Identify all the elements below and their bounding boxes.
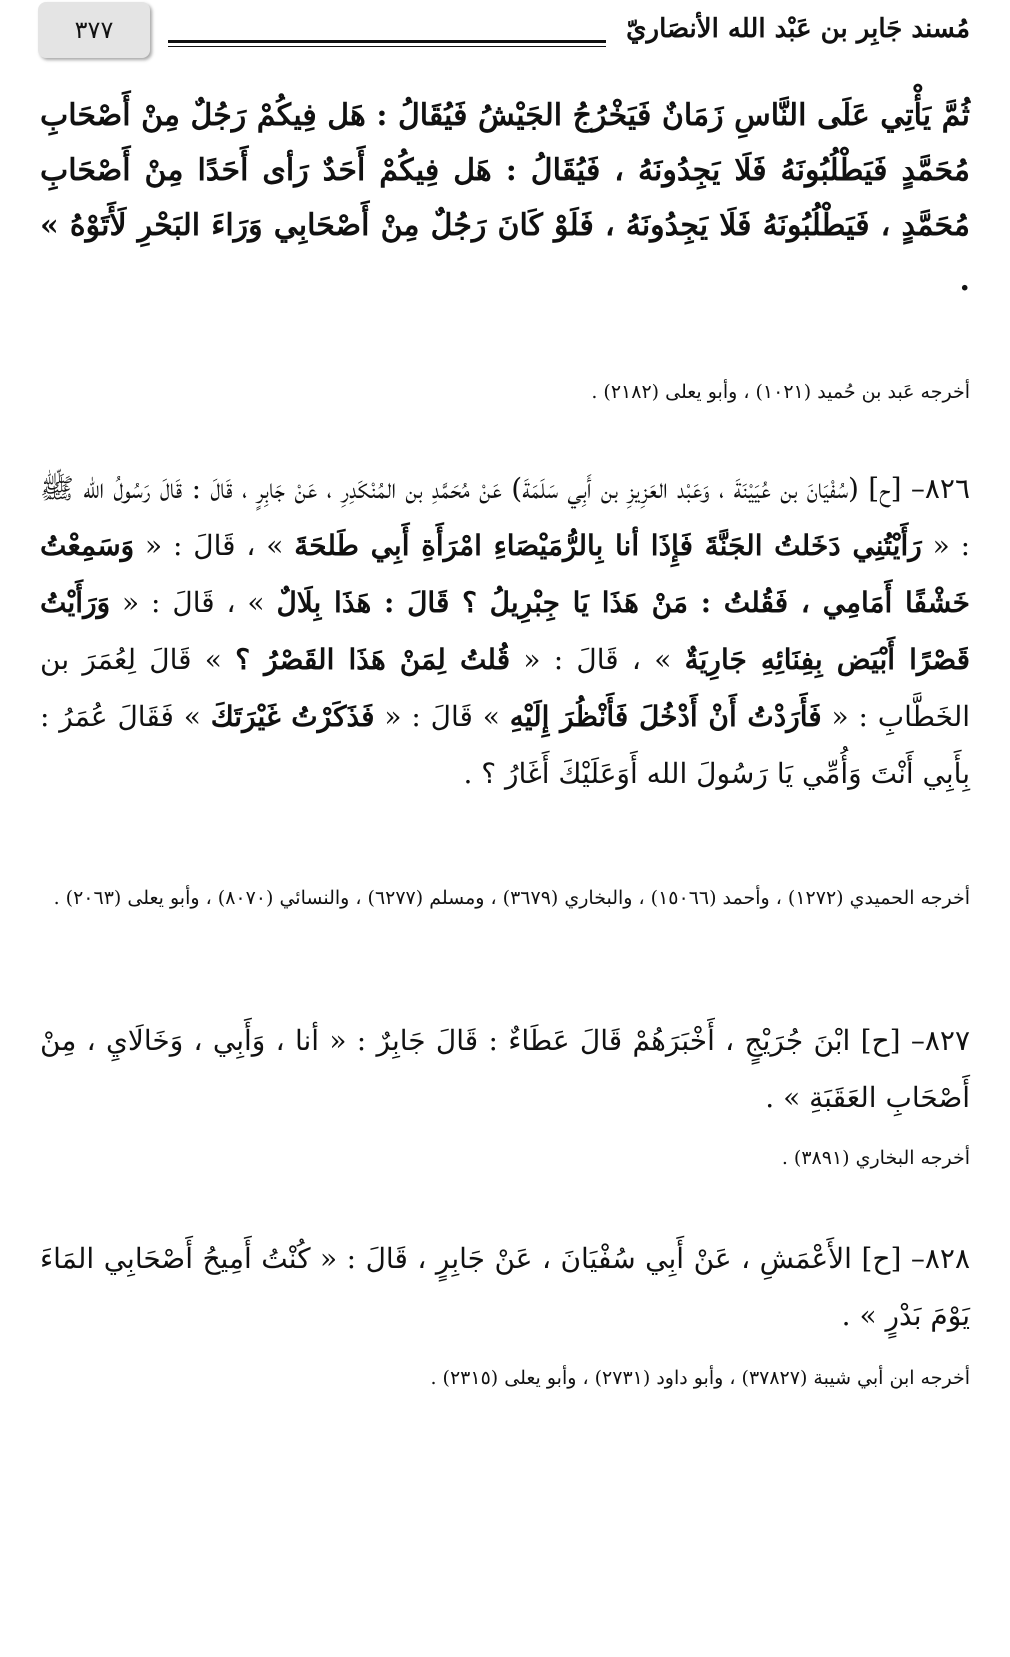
- hadith-826-matn-5: فَأَرَدْتُ أَنْ أَدْخُلَ فَأَنْظُرَ إِلَيْهِ: [509, 700, 822, 733]
- hadith-826-matn-6: فَذَكَرْتُ غَيْرَتَكَ: [210, 700, 375, 733]
- continuation-takhrij: أخرجه عَبد بن حُميد (١٠٢١) ، وأبو يعلى (٢١٨٢) .: [591, 381, 970, 403]
- hadith-826-ending: » فَقَالَ عُمَرُ : بِأَبِي أَنْتَ وَأُمِّي يَا رَسُولَ الله أَوَعَلَيْكَ أَغَارُ ؟ .: [40, 700, 970, 790]
- hadith-826-join-2: » ، قَالَ : «: [122, 586, 265, 619]
- hadith-826-join-4: » قَالَ لِعُمَرَ بن الخَطَّابِ : «: [40, 643, 971, 733]
- hadith-826-takhrij: أخرجه الحميدي (١٢٧٢) ، وأحمد (١٥٠٦٦) ، والبخاري (٣٦٧٩) ، ومسلم (٦٢٧٧) ، والنسائي (٨٠٧٠) ، وأبو يعلى (٢٠٦٣) .: [53, 887, 970, 909]
- hadith-826-matn-3: وَرَأَيْتُ قَصْرًا أَبْيَض بِفِنَائِهِ جَارِيَةٌ: [40, 586, 971, 676]
- hadith-826-matn-1: رَأَيْتُنِي دَخَلتُ الجَنَّةَ فَإِذَا أنا بِالرُّمَيْصَاءِ امْرَأَةِ أَبِي طَلحَةَ: [294, 529, 922, 562]
- hadith-828: ٨٢٨– [ح] الأَعْمَشِ ، عَنْ أَبِي سُفْيَانَ ، عَنْ جَابِرٍ ، قَالَ : « كُنْتُ أَمِيحُ أَصْحَابِي المَاءَ يَوْمَ بَدْرٍ » .: [40, 1242, 970, 1332]
- hadith-826-matn-4: قُلتُ لِمَنْ هَذَا القَصْرُ ؟: [235, 643, 511, 676]
- running-title: مُسند جَابِر بن عَبْد الله الأنصَاريّ: [626, 14, 970, 44]
- hadith-827-takhrij: أخرجه البخاري (٣٨٩١) .: [781, 1147, 970, 1169]
- hadith-826-join-3: » ، قَالَ : «: [523, 643, 672, 676]
- hadith-826-matn-2: وَسَمِعْتُ خَشْفًا أَمَامِي ، فَقُلتُ : مَنْ هَذَا يَا جِبْرِيلُ ؟ قَالَ : هَذَا بِلَالٌ: [40, 529, 970, 619]
- header-rule: [168, 40, 606, 47]
- hadith-826-join-1: » ، قَالَ : «: [145, 529, 284, 562]
- hadith-826-sanad: ٨٢٦– [ح] (سُفْيَانَ بن عُيَيْنَةَ ، وَعَبْد العَزِيزِ بن أَبِي سَلَمَةَ) عَنْ مُحَمَّدِ بن المُنْكَدِرِ ، عَنْ جَابِرٍ ، قَالَ : قَالَ رَسُولُ الله ﷺ : «: [40, 472, 971, 562]
- hadith-826: [40, 460, 970, 802]
- continuation-paragraph: ثُمَّ يَأْتِي عَلَى النَّاسِ زَمَانٌ فَيَخْرُجُ الجَيْشُ فَيُقَالُ : هَل فِيكُمْ رَجُلٌ مِنْ أَصْحَابِ مُحَمَّدٍ فَيَطْلُبُونَهُ فَلَا يَجِدُونَهُ ، فَيُقَالُ : هَل فِيكُمْ أَحَدٌ رَأى أَحَدًا مِنْ أَصْحَابِ مُحَمَّدٍ ، فَيَطْلُبُونَهُ فَلَا يَجِدُونَهُ ، فَلَوْ كَانَ رَجُلٌ مِنْ أَصْحَابِي وَرَاءَ البَحْرِ لَأَتَوْهُ » .: [40, 98, 970, 298]
- hadith-826-join-5: » قَالَ : «: [384, 700, 500, 733]
- hadith-827: ٨٢٧– [ح] ابْنَ جُرَيْجٍ ، أَخْبَرَهُمْ قَالَ عَطَاءٌ : قَالَ جَابِرٌ : « أنا ، وَأَبِي ، وَخَالَايِ ، مِنْ أَصْحَابِ العَقَبَةِ » .: [40, 1024, 970, 1114]
- page-number: ٣٧٧: [38, 2, 150, 58]
- hadith-828-takhrij: أخرجه ابن أبي شيبة (٣٧٨٢٧) ، وأبو داود (٢٧٣١) ، وأبو يعلى (٢٣١٥) .: [430, 1367, 970, 1389]
